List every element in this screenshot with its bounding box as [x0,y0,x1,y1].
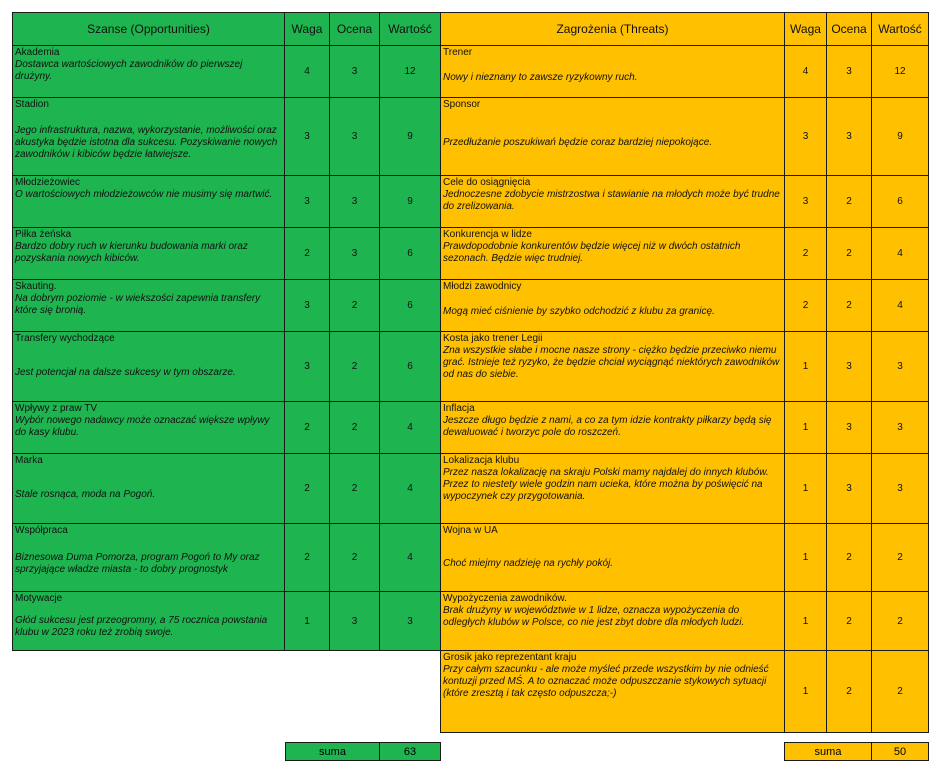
row-description-cell [13,454,285,524]
threats-sum-label: suma [785,743,872,761]
row-value: 4 [872,280,929,332]
row-rating: 3 [330,46,380,98]
row-rating: 2 [330,454,380,524]
row-desc: Przez nasza lokalizację na skraju Polski mamy najdalej do innych klubów. Przez to niestety wiele godzin nam ucieka, które można by poświęcić na wypoczynek czy przygotowania. [443,467,769,502]
row-desc: Mogą mieć ciśnienie by szybko odchodzić z klubu za granicę. [443,305,715,317]
row-description-cell [13,402,285,454]
row-title: Akademia [15,47,60,58]
threats-sum-value: 50 [872,743,929,761]
row-value: 4 [380,402,441,454]
row-desc: Prawdopodobnie konkurentów będzie więcej niż w dwóch ostatnich sezonach. Będzie więc trudniej. [443,241,741,264]
threats-table [440,12,929,733]
opportunities-header-value: Wartość [380,13,441,46]
row-title: Piłka żeńska [15,229,72,240]
row-description-cell [13,176,285,228]
row-desc: Biznesowa Duma Pomorza, program Pogoń to My oraz sprzyjające władze miasta - to dobry prognostyk [15,551,260,575]
row-weight: 3 [785,176,827,228]
row-title: Cele do osiągnięcia [443,177,531,188]
table-row [441,280,929,332]
row-description-cell [13,332,285,402]
row-title: Grosik jako reprezentant kraju [443,652,577,663]
row-description-cell [441,98,785,176]
row-value: 6 [380,280,441,332]
row-rating: 2 [330,524,380,592]
row-rating: 2 [827,651,872,733]
table-row [441,46,929,98]
row-description-cell [441,454,785,524]
table-row [13,592,441,651]
row-weight: 2 [285,402,330,454]
row-desc: Przedłużanie poszukiwań będzie coraz bardziej niepokojące. [443,136,713,148]
row-title: Lokalizacja klubu [443,455,520,466]
row-description-cell [13,46,285,98]
row-desc: Przy całym szacunku - ale może myśleć przede wszystkim by nie odnieść kontuzji przed MŚ. A to oznaczać może odpuszczanie stykowych sytuacji (które zresztą i tak często odpuszcza;-) [443,664,769,699]
row-title: Marka [15,455,43,466]
row-weight: 1 [785,454,827,524]
row-weight: 3 [285,176,330,228]
opportunities-header-weight: Waga [285,13,330,46]
row-weight: 2 [785,228,827,280]
table-row [13,228,441,280]
row-weight: 1 [785,651,827,733]
threats-header-rating: Ocena [827,13,872,46]
row-value: 4 [380,454,441,524]
row-weight: 1 [285,592,330,651]
row-value: 2 [872,651,929,733]
row-desc: Zna wszystkie słabe i mocne nasze strony - ciężko będzie przeciwko niemu grać. Istnieje też ryzyko, że będzie chciał wyciągnąć niektórych zawodników od nas do siebie. [443,345,780,380]
row-rating: 3 [827,454,872,524]
row-rating: 2 [330,280,380,332]
row-title: Wojna w UA [443,525,498,536]
row-value: 2 [872,592,929,651]
row-title: Skauting. [15,281,57,292]
row-weight: 2 [285,228,330,280]
row-value: 6 [380,332,441,402]
row-value: 3 [872,402,929,454]
row-description-cell [441,651,785,733]
row-title: Transfery wychodzące [15,333,115,344]
table-row [13,524,441,592]
row-weight: 2 [785,280,827,332]
row-value: 4 [872,228,929,280]
row-title: Wpływy z praw TV [15,403,98,414]
threats-header-value: Wartość [872,13,929,46]
row-weight: 1 [785,524,827,592]
opportunities-sum-value: 63 [380,743,441,761]
row-value: 9 [872,98,929,176]
row-title: Sponsor [443,99,481,110]
row-weight: 1 [785,592,827,651]
row-description-cell [441,402,785,454]
row-weight: 1 [785,402,827,454]
row-desc: Jednoczesne zdobycie mistrzostwa i stawianie na młodych może być trudne do zrelizowania. [443,189,780,212]
row-desc: Nowy i nieznany to zawsze ryzykowny ruch. [443,71,638,83]
row-value: 6 [872,176,929,228]
row-title: Kosta jako trener Legii [443,333,543,344]
row-weight: 2 [285,524,330,592]
row-value: 2 [872,524,929,592]
row-rating: 3 [330,176,380,228]
table-row [13,280,441,332]
row-value: 3 [872,454,929,524]
row-rating: 2 [330,402,380,454]
opportunities-sum-label: suma [286,743,380,761]
row-desc: Stale rosnąca, moda na Pogoń. [15,488,156,500]
row-description-cell [441,228,785,280]
row-desc: Jego infrastruktura, nazwa, wykorzystanie, możliwości oraz akustyka będzie istotna dla sukcesu. Pozyskiwanie nowych zawodników i kibiców będzie łatwiejsze. [15,124,278,160]
row-desc: O wartościowych młodzieżowców nie musimy się martwić. [15,189,273,200]
opportunities-table [12,12,441,651]
table-row [13,176,441,228]
row-description-cell [441,524,785,592]
table-row [441,651,929,733]
row-title: Motywacje [15,593,63,604]
row-value: 12 [380,46,441,98]
threats-header-weight: Waga [785,13,827,46]
row-rating: 2 [827,176,872,228]
row-weight: 3 [285,332,330,402]
row-title: Trener [443,47,473,58]
row-description-cell [441,592,785,651]
row-rating: 3 [827,332,872,402]
row-rating: 2 [827,592,872,651]
row-rating: 3 [330,98,380,176]
table-row [441,454,929,524]
row-weight: 3 [785,98,827,176]
row-weight: 1 [785,332,827,402]
table-row [441,402,929,454]
row-desc: Wybór nowego nadawcy może oznaczać większe wpływy do kasy klubu. [15,415,270,438]
table-row [13,454,441,524]
opportunities-header-rating: Ocena [330,13,380,46]
row-title: Młodzieżowiec [15,177,81,188]
row-value: 4 [380,524,441,592]
opportunities-header-row [13,13,441,46]
row-description-cell [13,592,285,651]
row-desc: Głód sukcesu jest przeogromny, a 75 rocznica powstania klubu w 2023 roku też zrobią swoje. [15,615,268,638]
row-rating: 3 [827,46,872,98]
row-rating: 3 [330,228,380,280]
row-description-cell [13,228,285,280]
table-row [13,98,441,176]
threats-header-row [441,13,929,46]
row-desc: Brak drużyny w województwie w 1 lidze, oznacza wypożyczenia do odległych klubów w Polsce, co nie jest zbyt dobre dla młodych ludzi. [443,605,745,628]
table-row [13,402,441,454]
row-title: Konkurencja w lidze [443,229,532,240]
row-weight: 3 [285,280,330,332]
row-rating: 3 [827,402,872,454]
row-title: Wypożyczenia zawodników. [443,593,567,604]
table-row [441,228,929,280]
row-description-cell [13,280,285,332]
row-title: Stadion [15,99,49,110]
row-title: Współpraca [15,525,68,536]
row-weight: 3 [285,98,330,176]
row-title: Inflacja [443,403,475,414]
threats-header-name: Zagrożenia (Threats) [441,13,785,46]
row-desc: Jeszcze długo będzie z nami, a co za tym idzie kontrakty piłkarzy będą się dewaluować i tworzyc pole do roszczeń. [443,415,772,438]
row-rating: 2 [827,228,872,280]
row-desc: Jest potencjał na dalsze sukcesy w tym obszarze. [15,366,236,378]
row-weight: 4 [785,46,827,98]
row-description-cell [13,98,285,176]
row-desc: Na dobrym poziomie - w wiekszości zapewnia transfery które się bronią. [15,293,261,316]
row-weight: 4 [285,46,330,98]
table-row [441,592,929,651]
row-rating: 2 [827,280,872,332]
table-row [441,524,929,592]
row-value: 6 [380,228,441,280]
row-description-cell [441,176,785,228]
row-value: 9 [380,98,441,176]
row-description-cell [441,46,785,98]
table-row [441,176,929,228]
row-desc: Dostawca wartościowych zawodników do pierwszej drużyny. [15,59,243,82]
row-rating: 2 [827,524,872,592]
row-rating: 3 [827,98,872,176]
table-row [13,46,441,98]
threats-sum [784,742,929,761]
row-desc: Choć miejmy nadzieję na rychły pokój. [443,557,614,569]
row-title: Młodzi zawodnicy [443,281,522,292]
row-rating: 2 [330,332,380,402]
table-row [441,98,929,176]
row-value: 12 [872,46,929,98]
opportunities-header-name: Szanse (Opportunities) [13,13,285,46]
row-description-cell [13,524,285,592]
table-row [441,332,929,402]
row-description-cell [441,280,785,332]
row-value: 3 [380,592,441,651]
row-value: 9 [380,176,441,228]
row-desc: Bardzo dobry ruch w kierunku budowania marki oraz pozyskania nowych kibiców. [15,241,248,264]
opportunities-sum [285,742,441,761]
row-weight: 2 [285,454,330,524]
table-row [13,332,441,402]
row-rating: 3 [330,592,380,651]
row-value: 3 [872,332,929,402]
row-description-cell [441,332,785,402]
